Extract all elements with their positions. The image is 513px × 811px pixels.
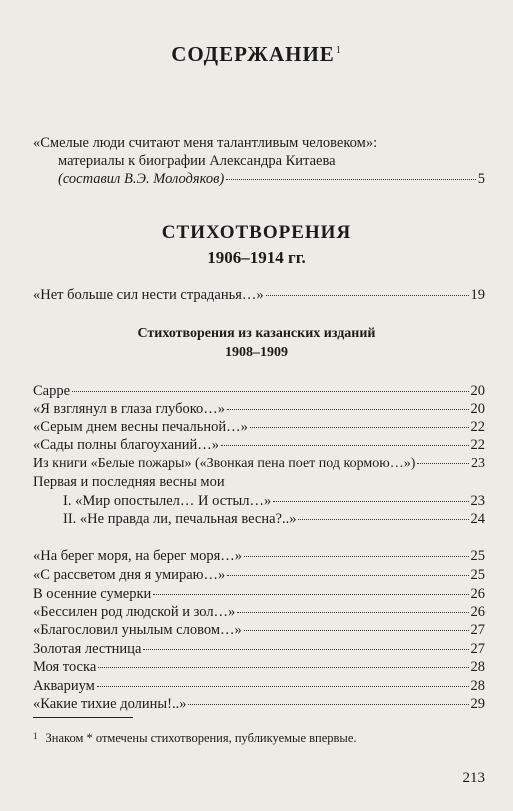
toc-entry[interactable]: «Какие тихие долины!..» 29: [33, 696, 485, 712]
dot-leader: [250, 427, 469, 428]
dot-leader: [237, 612, 468, 613]
footnote-rule: [33, 717, 133, 718]
dot-leader: [97, 686, 469, 687]
dot-leader: [417, 463, 469, 464]
page-ref: 25: [470, 548, 485, 564]
dot-leader: [72, 391, 468, 392]
intro-line-1: «Смелые люди считают меня талантливым человеком»:: [33, 135, 378, 151]
toc-entry[interactable]: II. «Не правда ли, печальная весна?..» 24: [63, 511, 485, 527]
page-ref: 24: [470, 511, 485, 527]
toc-entry[interactable]: Аквариум 28: [33, 678, 485, 694]
page-ref: 5: [477, 171, 485, 187]
toc-group-title: Первая и последняя весны мои: [33, 474, 225, 490]
toc-entry[interactable]: «Бессилен род людской и зол…» 26: [33, 604, 485, 620]
toc-entry[interactable]: I. «Мир опостылел… И остыл…» 23: [63, 493, 485, 509]
subsection-years: 1908–1909: [225, 345, 288, 360]
page-ref: 19: [470, 287, 485, 303]
footnote: [33, 731, 357, 746]
toc-entry-intro[interactable]: (составил В.Э. Молодяков) 5: [58, 171, 485, 187]
page-ref: 20: [470, 383, 485, 399]
dot-leader: [221, 445, 468, 446]
page-ref: 27: [470, 641, 485, 657]
footnote-number: 1: [33, 731, 38, 741]
page-number: 213: [462, 770, 485, 786]
dot-leader: [244, 556, 468, 557]
dot-leader: [188, 704, 468, 705]
toc-entry-first[interactable]: «Нет больше сил нести страданья…» 19: [33, 287, 485, 303]
dot-leader: [273, 501, 468, 502]
page-ref: 22: [470, 437, 485, 453]
intro-line-2: материалы к биографии Александра Китаева: [58, 153, 336, 169]
page-ref: 29: [470, 696, 485, 712]
page-ref: 27: [470, 622, 485, 638]
dot-leader: [266, 295, 469, 296]
dot-leader: [298, 519, 468, 520]
dot-leader: [227, 575, 468, 576]
page-ref: 26: [470, 604, 485, 620]
page-ref: 26: [470, 586, 485, 602]
page-ref: 28: [470, 659, 485, 675]
subsection-heading: Стихотворения из казанских изданий: [137, 326, 376, 341]
dot-leader: [98, 667, 468, 668]
page-ref: 23: [470, 493, 485, 509]
toc-entry[interactable]: Моя тоска 28: [33, 659, 485, 675]
dot-leader: [244, 630, 469, 631]
page-ref: 25: [470, 567, 485, 583]
page-ref: 22: [470, 419, 485, 435]
footnote-text: Знаком * отмечены стихотворения, публикуемые впервые.: [45, 731, 357, 745]
dot-leader: [227, 409, 468, 410]
page-ref: 23: [471, 456, 485, 471]
page-ref: 20: [470, 401, 485, 417]
toc-entry[interactable]: «Сады полны благоуханий…» 22: [33, 437, 485, 453]
toc-entry[interactable]: В осенние сумерки 26: [33, 586, 485, 602]
toc-entry[interactable]: Из книги «Белые пожары» («Звонкая пена поет под кормою…») 23: [33, 456, 485, 471]
toc-entry[interactable]: «С рассветом дня я умираю…» 25: [33, 567, 485, 583]
toc-entry[interactable]: «На берег моря, на берег моря…» 25: [33, 548, 485, 564]
toc-entry[interactable]: «Благословил унылым словом…» 27: [33, 622, 485, 638]
dot-leader: [153, 594, 468, 595]
toc-entry[interactable]: Золотая лестница 27: [33, 641, 485, 657]
footnote-marker: 1: [335, 45, 342, 56]
dot-leader: [143, 649, 468, 650]
page-ref: 28: [470, 678, 485, 694]
section-heading: СТИХОТВОРЕНИЯ: [161, 222, 352, 243]
toc-entry[interactable]: Сарре 20: [33, 383, 485, 399]
toc-entry[interactable]: «Я взглянул в глаза глубоко…» 20: [33, 401, 485, 417]
toc-entry[interactable]: «Серым днем весны печальной…» 22: [33, 419, 485, 435]
contents-heading: СОДЕРЖАНИЕ$^1$: [171, 42, 342, 66]
dot-leader: [226, 179, 476, 180]
section-years: 1906–1914 гг.: [207, 248, 306, 267]
